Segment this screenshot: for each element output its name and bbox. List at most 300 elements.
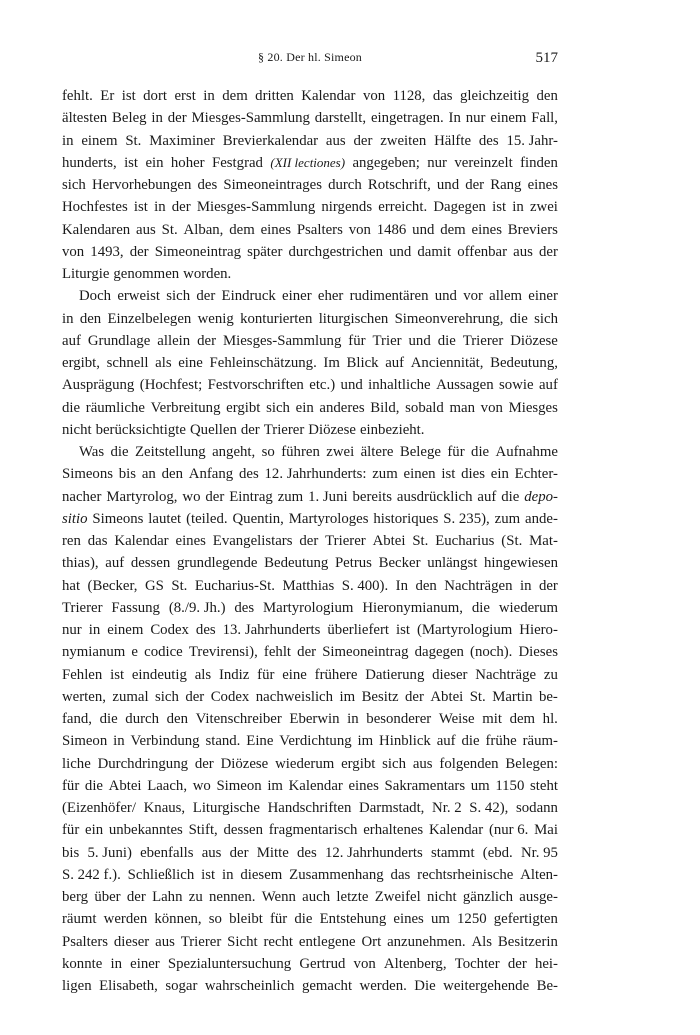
word: sowie (499, 377, 534, 394)
word: der (229, 844, 249, 861)
word: und (389, 243, 412, 260)
word: einem (107, 622, 144, 638)
word: entlegene (298, 933, 356, 950)
word: durch (328, 177, 362, 193)
word: für (269, 911, 288, 928)
word: Simeons (92, 510, 144, 527)
word: zum (494, 510, 521, 527)
word: nur (427, 154, 447, 171)
word: hoher (170, 154, 205, 171)
word: wo (182, 488, 201, 505)
word: ältere (360, 444, 394, 460)
word: und (340, 377, 363, 394)
word: Aussagen (436, 377, 494, 394)
word: im (339, 688, 356, 705)
word: die (294, 911, 313, 928)
word: Fassung (111, 599, 160, 616)
word: lautet (148, 510, 182, 527)
word: im (267, 777, 283, 794)
word: eine (178, 355, 203, 371)
word: die (471, 444, 490, 460)
word: im (357, 733, 374, 750)
word: Breviers (507, 221, 558, 238)
word: Liturgie (62, 266, 110, 282)
word: damit (417, 243, 452, 260)
word: Hiero- (519, 622, 558, 638)
text-line (62, 641, 558, 663)
word: auch (302, 889, 331, 905)
word: der (299, 533, 319, 549)
word: Miesges-Sammlung (222, 332, 342, 349)
word: folgenden (439, 755, 499, 772)
word: Simeon (62, 733, 108, 750)
word: Psalters (62, 933, 109, 950)
word: die (509, 310, 528, 327)
word: auf (385, 355, 405, 371)
word: Hinblick (379, 733, 431, 750)
word: Martyrologes (288, 510, 369, 527)
word: erst (174, 88, 196, 104)
word: liche (62, 755, 91, 772)
word: Martyrologium (263, 599, 354, 616)
word: man (449, 399, 475, 416)
word: nicht (62, 421, 92, 438)
word: bleibt (229, 911, 263, 928)
word: aus (136, 221, 156, 238)
word: St. (469, 688, 486, 705)
word: hei- (534, 955, 558, 972)
word: unlängst (427, 555, 478, 572)
word: Diözese (220, 755, 269, 772)
word: Trierer (263, 421, 305, 438)
word: diesem (240, 866, 283, 883)
word: eher (317, 288, 344, 305)
word: der (353, 132, 373, 149)
word: dritten (255, 88, 294, 104)
word: allein (157, 332, 191, 349)
word: Anciennität, (410, 355, 484, 371)
word: Miesges (508, 399, 558, 416)
word: der (297, 644, 317, 661)
word: an (141, 466, 156, 483)
word: allem (489, 288, 523, 305)
word: Durchdringung (97, 755, 189, 772)
word: thias), (62, 555, 99, 572)
text-line (62, 842, 558, 864)
word: das (432, 88, 453, 104)
word: das (390, 866, 411, 883)
word: Codex (210, 688, 250, 705)
word: S. 242 f.). (62, 866, 121, 883)
word: Rotschrift, (367, 177, 431, 193)
word: stand. (205, 733, 241, 750)
word: Diözese (510, 332, 558, 349)
word: um (430, 911, 450, 928)
word: für (62, 822, 80, 839)
word: von (362, 88, 386, 104)
word: Beleg (112, 110, 147, 127)
word: Abtei (108, 777, 142, 794)
word: Verdichtung (279, 733, 352, 750)
word: der (538, 243, 558, 260)
word: 1128, (392, 88, 426, 104)
word: Nr. 2 (432, 800, 462, 816)
word: eines (527, 177, 558, 193)
running-title: § 20. Der hl. Simeon (258, 50, 362, 64)
word: ist (441, 466, 456, 483)
word: nachweislich (255, 688, 334, 705)
word: St. (161, 221, 178, 238)
word: können, (154, 911, 202, 928)
word: 15. Jahr- (506, 132, 558, 149)
word: die (437, 332, 456, 349)
word: inhaltliche (368, 377, 431, 394)
word: hl. (542, 711, 558, 727)
word: letzte (336, 889, 369, 905)
word: in (62, 132, 74, 149)
word: der (196, 288, 216, 305)
word: in (62, 310, 74, 327)
word: Zeitstellung (135, 444, 206, 460)
word: Dagegen (433, 199, 486, 216)
word: Nachträgen (444, 577, 513, 594)
word: Lahn (152, 889, 183, 905)
word: der (126, 889, 146, 905)
word: ist (396, 622, 410, 638)
word: Belege (399, 444, 441, 460)
word: Ort (361, 933, 382, 950)
word: dem (229, 221, 255, 238)
word: (noch). (470, 644, 513, 661)
word: den (79, 310, 102, 327)
word: zwei (529, 199, 558, 216)
word: Altenberg, (383, 955, 447, 972)
word: so (208, 911, 222, 928)
word: 12. Jahrhunderts: (264, 466, 367, 483)
word: S. 42), (469, 800, 509, 816)
word: Die (414, 978, 436, 994)
text-line (62, 330, 558, 352)
word: Maximiner (149, 132, 215, 149)
text-line (62, 463, 558, 485)
word: frühe (485, 733, 517, 750)
word: aus (155, 933, 175, 950)
word: e (131, 644, 138, 661)
text-line (62, 152, 558, 174)
word: der (167, 110, 187, 127)
word: Mat- (529, 533, 558, 549)
word: Alten- (520, 866, 558, 883)
text-line (62, 441, 558, 463)
word: konturierten (240, 310, 313, 327)
word: Ausprägung (62, 377, 135, 394)
word: von (348, 221, 371, 238)
word: (Becker, (87, 577, 138, 594)
word: dem (440, 221, 466, 238)
word: der (240, 421, 260, 438)
word: genommen (113, 266, 180, 282)
word: so (261, 444, 275, 460)
word: eindeutig (131, 666, 187, 683)
word: Trierer (180, 933, 222, 950)
word: ren (62, 533, 81, 549)
word: wiederum (498, 599, 558, 616)
word: als (194, 666, 212, 683)
word: Besitz (361, 688, 399, 705)
word: (ebd. (482, 844, 513, 861)
word: gefertigten (493, 911, 558, 928)
word: Wenn (261, 889, 296, 905)
text-line (62, 285, 558, 307)
word: in (347, 711, 359, 727)
word: dies (461, 466, 485, 483)
word: berücksichtigte (95, 421, 186, 438)
word: fragmentarisch (268, 822, 358, 839)
word: In (395, 577, 408, 594)
word: in (203, 88, 215, 104)
text-line (62, 708, 558, 730)
word: wahrscheinlich (204, 978, 295, 994)
word: sich (382, 755, 406, 772)
word: Simeon (216, 777, 262, 794)
word: sich (266, 399, 290, 416)
text-line (62, 196, 558, 218)
word: Liturgische (192, 800, 260, 816)
word: nennen. (209, 889, 256, 905)
word: zum (372, 466, 398, 483)
text-line (62, 753, 558, 775)
word: auf (105, 555, 125, 572)
word: Be- (536, 978, 558, 994)
word: Psalters (296, 221, 343, 238)
word: zum (277, 488, 304, 505)
word: St. (412, 533, 429, 549)
word: St. (125, 132, 142, 149)
word: Fehleinschätzung. (209, 355, 317, 371)
word: dieser (113, 933, 150, 950)
word: aus (201, 844, 222, 861)
word: aus (412, 755, 433, 772)
text-line (62, 508, 558, 530)
word: Elisabeth, (99, 978, 158, 994)
text-line (62, 397, 558, 419)
word: der (194, 755, 214, 772)
word: Eberwin (289, 711, 340, 727)
text-line (62, 864, 558, 886)
word: Hervorhebungen (91, 177, 192, 193)
word: dessen (130, 555, 171, 572)
word: die (99, 711, 118, 727)
word: Trierer (62, 599, 103, 616)
word: bis (62, 844, 80, 861)
word: Quellen (190, 421, 237, 438)
word: zwei (326, 444, 355, 460)
word: vereinzelt (454, 154, 513, 171)
word: räumt (62, 911, 97, 928)
word: rechtsrheinische (417, 866, 514, 883)
word: rudimentären (349, 288, 429, 305)
word: frühere (314, 666, 358, 683)
word: erhaltenes (363, 822, 424, 839)
word: einem (490, 110, 527, 127)
word: der (197, 332, 217, 349)
word: Er (100, 88, 115, 104)
word: Festgrad (212, 154, 263, 171)
word: dessen (223, 822, 263, 839)
word: Mitte (256, 844, 289, 861)
text-line (62, 775, 558, 797)
word: historiques (373, 510, 439, 527)
word: und (412, 221, 435, 238)
word: Kalendar (428, 822, 484, 839)
word: sich (166, 288, 191, 305)
italic-word: (XII lectiones) (270, 154, 346, 170)
word: ergibt (341, 755, 376, 772)
word: erweist (117, 288, 161, 305)
word: Schließlich (127, 866, 195, 883)
word: (teiled. (186, 510, 228, 527)
word: Festvorschriften (207, 377, 304, 394)
word: als (155, 355, 172, 371)
word: berg (62, 889, 89, 905)
word: in (88, 622, 101, 638)
word: Aufnahme (495, 444, 558, 460)
word: Grundlage (87, 332, 151, 349)
text-line (62, 730, 558, 752)
word: Verbindung (130, 733, 200, 750)
word: Im (323, 355, 340, 371)
text-line (62, 619, 558, 641)
running-head (62, 50, 558, 68)
word: Sicht (227, 933, 258, 950)
text-line (62, 953, 558, 975)
word: nirgends (321, 199, 373, 216)
word: Anfang (188, 466, 234, 483)
word: Eucharius (435, 533, 495, 549)
word: (Hochfest; (139, 377, 203, 394)
word: die (110, 444, 129, 460)
word: Fall, (531, 110, 558, 127)
word: der (185, 688, 205, 705)
word: Kalendar (301, 88, 356, 104)
text-line (62, 107, 558, 129)
italic-word: depo- (524, 488, 558, 505)
word: einbezieht. (359, 421, 425, 438)
word: sodann (516, 800, 558, 816)
word: die (84, 777, 103, 794)
word: worden. (183, 266, 232, 282)
word: wiederum (275, 755, 335, 772)
word: Handschriften (267, 800, 352, 816)
word: und (434, 288, 457, 305)
word: dem (222, 88, 248, 104)
word: über (94, 889, 121, 905)
word: in (113, 733, 125, 750)
word: den (166, 711, 188, 727)
text-line (62, 597, 558, 619)
word: in (151, 110, 163, 127)
word: darstellt, (314, 110, 367, 127)
word: Trierer (462, 332, 504, 349)
word: fehlt. (62, 88, 93, 104)
word: 1150 (495, 777, 525, 794)
word: Datierung (365, 666, 425, 683)
word: Bedeutung, (490, 355, 558, 371)
word: durch (125, 711, 159, 727)
word: zweiten (380, 132, 427, 149)
word: Brevierkalendar (222, 132, 319, 149)
word: Trevirensi), (188, 644, 258, 661)
word: einer (528, 288, 558, 305)
word: ergibt, (62, 355, 100, 371)
italic-word: sitio (62, 510, 88, 527)
word: Miesges-Sammlung (196, 199, 316, 216)
word: 13. Jahrhunderts (222, 622, 321, 638)
word: von (62, 243, 85, 260)
word: die (471, 599, 490, 616)
word: eingetragen. (370, 110, 444, 127)
word: (Martyrologium (416, 622, 513, 638)
word: sobald (405, 399, 444, 416)
word: einer (282, 288, 312, 305)
word: des (195, 622, 216, 638)
word: Petrus (334, 555, 372, 572)
word: St. (171, 577, 188, 594)
word: in (512, 199, 524, 216)
word: steht (530, 777, 558, 794)
word: zu (188, 889, 203, 905)
word: sogar (165, 978, 198, 994)
word: besonderer (366, 711, 432, 727)
word: weitergehende (443, 978, 530, 994)
text-line (62, 552, 558, 574)
word: werden (103, 911, 148, 928)
word: ebenfalls (140, 844, 194, 861)
word: ist (110, 666, 125, 683)
word: aus (513, 243, 533, 260)
word: Gertrud (299, 955, 346, 972)
word: (Eizenhöfer/ (62, 800, 136, 816)
word: des (234, 599, 255, 616)
word: der (538, 577, 558, 594)
word: Simeoneintrages (223, 177, 322, 193)
word: ergibt (226, 399, 261, 416)
word: Vitenschreiber (195, 711, 282, 727)
word: Sakramentars (384, 777, 466, 794)
word: in (221, 866, 234, 883)
word: In (448, 110, 461, 127)
word: fehlt (263, 644, 292, 661)
word: vor (463, 288, 483, 305)
word: liturgischen (318, 310, 389, 327)
word: aus (325, 132, 346, 149)
word: Abtei (372, 533, 406, 549)
word: Tochter (454, 955, 500, 972)
word: dort (143, 88, 167, 104)
word: Bedeutung (264, 555, 329, 572)
word: grundlegende (176, 555, 258, 572)
word: Eintrag (229, 488, 273, 505)
word: Rang (490, 177, 522, 193)
word: 1493, (90, 243, 124, 260)
word: Besitzerin (497, 933, 558, 950)
word: überliefert (327, 622, 390, 638)
word: 1. Juni (308, 488, 348, 505)
text-line (62, 241, 558, 263)
word: unbekanntes (108, 822, 183, 839)
word: Martin (492, 688, 533, 705)
word: für (62, 777, 80, 794)
